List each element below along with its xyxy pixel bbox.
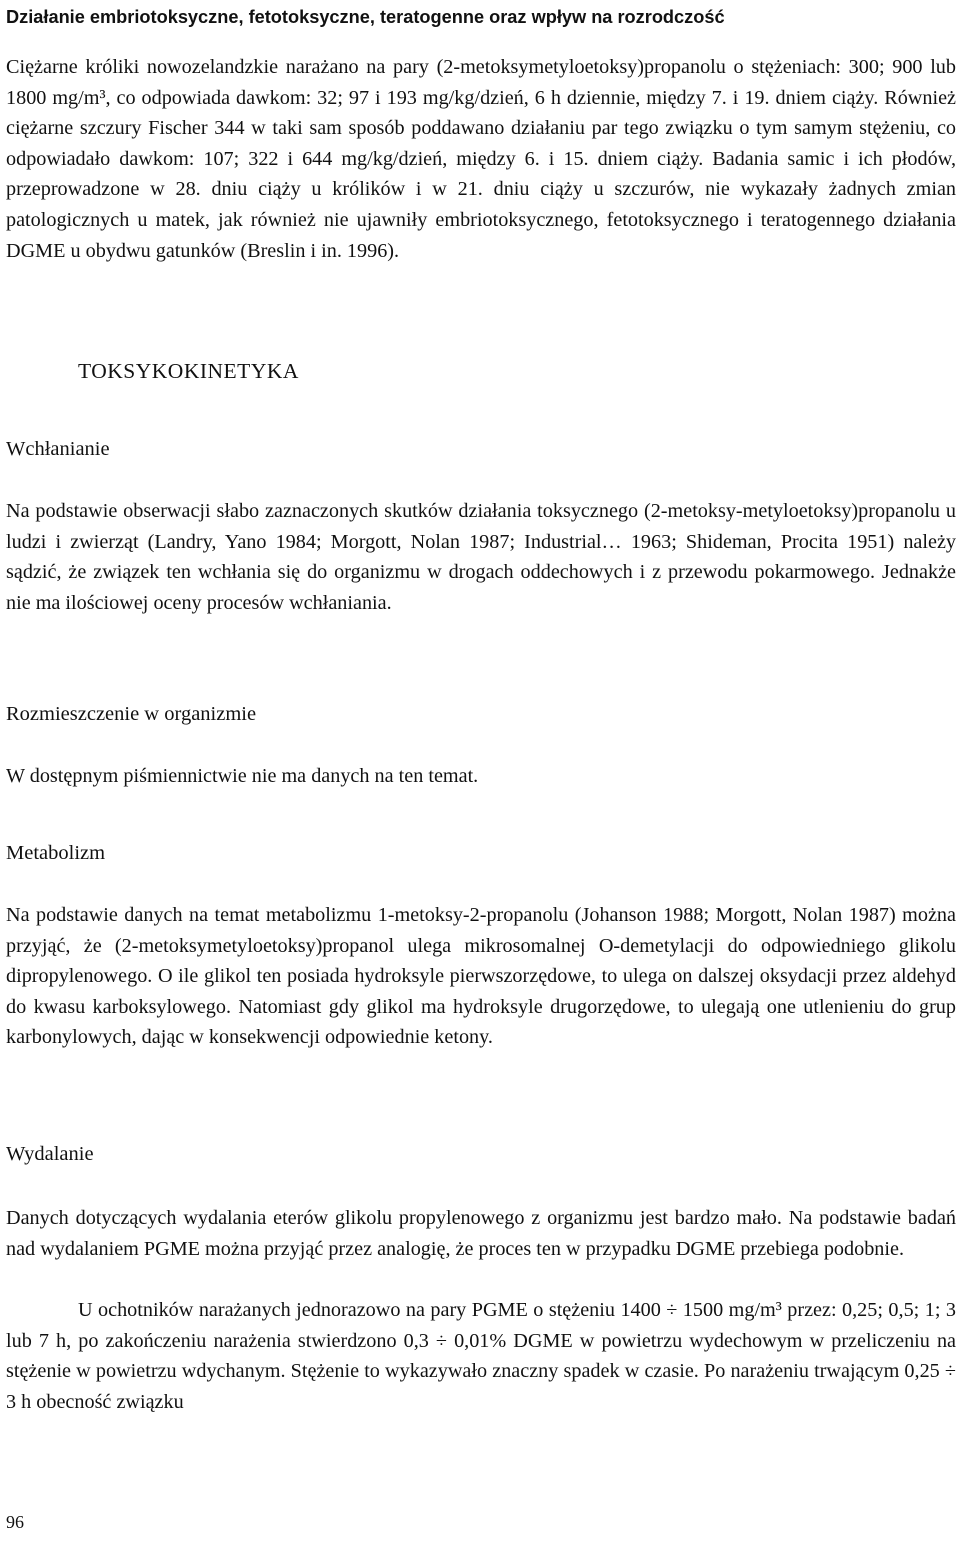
chapter-title: TOKSYKOKINETYKA [78, 359, 299, 383]
subheading-metabolism: Metabolizm [6, 842, 106, 864]
paragraph-metabolism: Na podstawie danych na temat metabolizmu 1-metoksy-2-propanolu (Johanson 1988; Morgott, Nolan 1987) można przyjąć, że (2-metoksymetyloetoksy)propanol ulega mikrosomalnej O-demetylacji do odpowiedniego glikolu dipropylenowego. O ile glikol ten posiada hydroksyle pierwszorzędowe, to ulega on dalszej oksydacji przez aldehyd do kwasu karboksylowego. Natomiast gdy glikol ma hydroksyle drugorzędowe, to ulegają one utlenieniu do grup karbonylowych, dając w konsekwencji odpowiednie ketony. [6, 904, 956, 1049]
page-number: 96 [6, 1512, 24, 1532]
paragraph-excretion-1: Danych dotyczących wydalania eterów glikolu propylenowego z organizmu jest bardzo mało. Na podstawie badań nad wydalaniem PGME można przyjąć przez analogię, że proces ten w przypadku DGME przebiega podobnie. [6, 1207, 956, 1260]
paragraph-excretion-2: U ochotników narażanych jednorazowo na pary PGME o stężeniu 1400 ÷ 1500 mg/m³ przez: 0,25; 0,5; 1; 3 lub 7 h, po zakończeniu narażenia stwierdzono 0,3 ÷ 0,01% DGME w powietrzu wydechowym w przeliczeniu na stężenie w powietrzu wdychanym. Stężenie to wykazywało znaczny spadek w czasie. Po narażeniu trwającym 0,25 ÷ 3 h obecność związku [6, 1299, 956, 1413]
section-heading-teratogenicity: Działanie embriotoksyczne, fetotoksyczne, teratogenne oraz wpływ na rozrodczość [6, 7, 725, 27]
paragraph-teratogenicity: Ciężarne króliki nowozelandzkie narażano na pary (2-metoksymetyloetoksy)propanolu o stężeniach: 300; 900 lub 1800 mg/m³, co odpowiada dawkom: 32; 97 i 193 mg/kg/dzień, 6 h dziennie, między 7. i 19. dniem ciąży. Również ciężarne szczury Fischer 344 w taki sam sposób poddawano działaniu par tego związku o tym samym stężeniu, co odpowiadało dawkom: 107; 322 i 644 mg/kg/dzień, między 6. i 15. dniem ciąży. Badania samic i ich płodów, przeprowadzone w 28. dniu ciąży u królików i w 21. dniu ciąży u szczurów, nie wykazały żadnych zmian patologicznych u matek, jak również nie ujawniły embriotoksycznego, fetotoksycznego i teratogennego działania DGME u obydwu gatunków (Breslin i in. 1996). [6, 56, 956, 262]
paragraph-distribution: W dostępnym piśmiennictwie nie ma danych na ten temat. [6, 765, 479, 787]
subheading-absorption: Wchłanianie [6, 438, 110, 460]
subheading-excretion: Wydalanie [6, 1143, 94, 1165]
subheading-distribution: Rozmieszczenie w organizmie [6, 703, 257, 725]
paragraph-absorption: Na podstawie obserwacji słabo zaznaczonych skutków działania toksycznego (2-metoksy-metyloetoksy)propanolu u ludzi i zwierząt (Landry, Yano 1984; Morgott, Nolan 1987; Industrial… 1963; Shideman, Procita 1951) należy sądzić, że związek ten wchłania się do organizmu w drogach oddechowych i z przewodu pokarmowego. Jednakże nie ma ilościowej oceny procesów wchłaniania. [6, 500, 956, 614]
